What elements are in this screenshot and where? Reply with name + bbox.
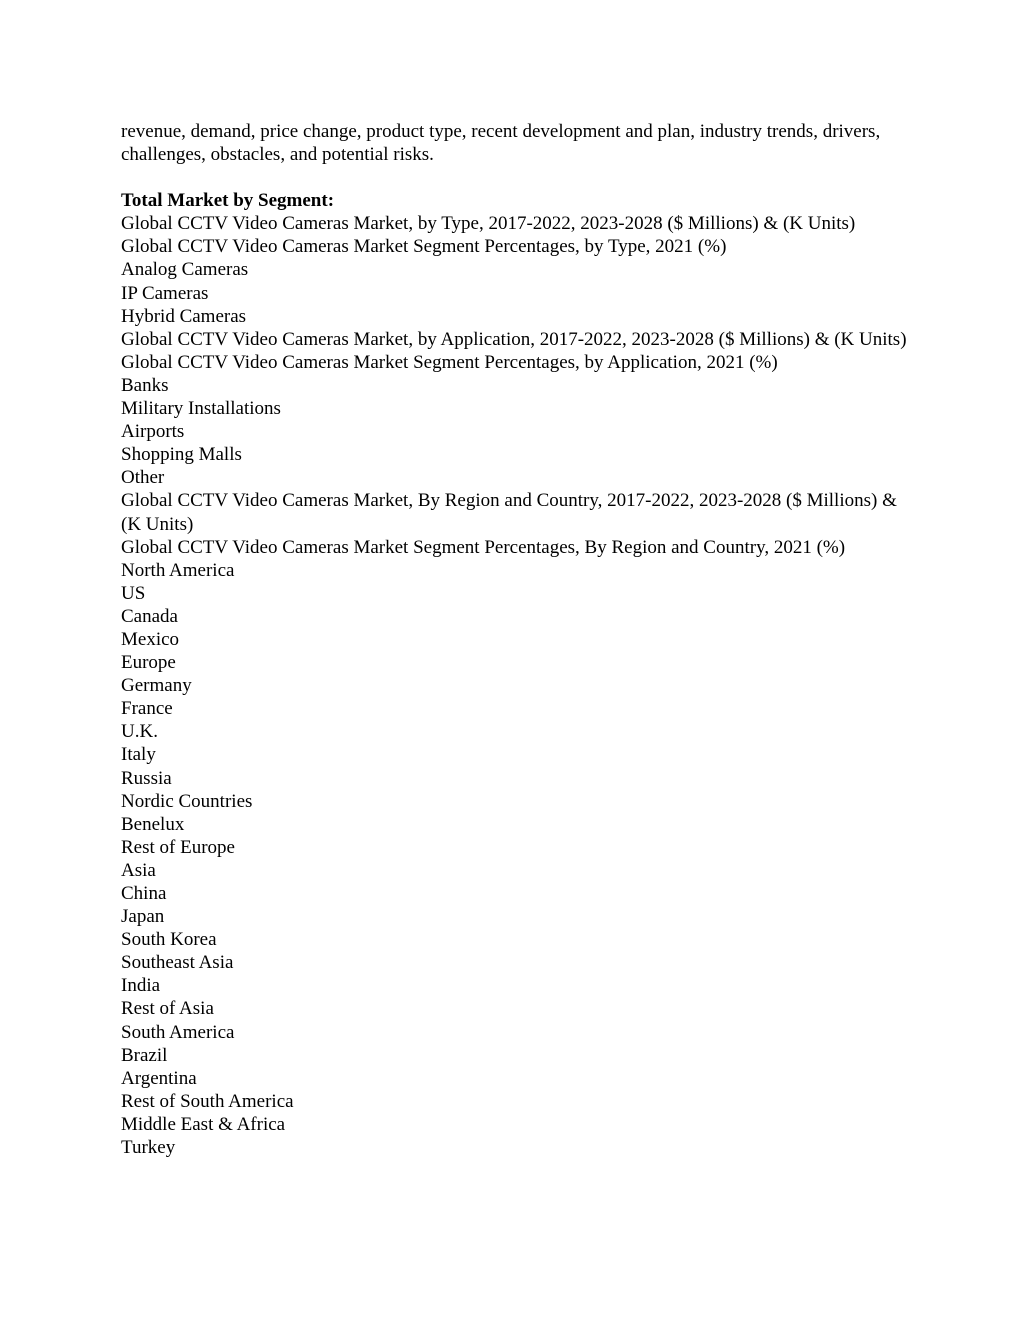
segment-line: Turkey <box>121 1137 176 1159</box>
segment-line: Global CCTV Video Cameras Market Segment Percentages, by Application, 2021 (%) <box>121 351 778 373</box>
segment-line: North America <box>121 559 235 581</box>
segment-line: Nordic Countries <box>121 790 253 812</box>
segment-line: Global CCTV Video Cameras Market, By Region and Country, 2017-2022, 2023-2028 ($ Millions) & (K Units) <box>121 490 897 535</box>
segment-line: US <box>121 582 146 604</box>
segment-line: Rest of Europe <box>121 836 235 858</box>
segment-line: Middle East & Africa <box>121 1113 286 1135</box>
segment-line: Brazil <box>121 1044 168 1066</box>
segment-line: Rest of South America <box>121 1090 294 1112</box>
segment-line: China <box>121 883 167 904</box>
segment-line: U.K. <box>121 721 158 743</box>
segment-line: Airports <box>121 421 185 443</box>
segment-list <box>121 212 911 1159</box>
section-heading: Total Market by Segment: <box>121 190 335 212</box>
segment-line: Military Installations <box>121 398 281 420</box>
segment-line: Shopping Malls <box>121 444 242 466</box>
segment-line: Southeast Asia <box>121 952 234 974</box>
segment-line: Global CCTV Video Cameras Market Segment Percentages, By Region and Country, 2021 (%) <box>121 536 846 558</box>
segment-line: Europe <box>121 652 176 674</box>
segment-line: Argentina <box>121 1067 197 1089</box>
segment-line: Italy <box>121 744 156 766</box>
segment-line: Asia <box>121 859 156 881</box>
segment-line: Global CCTV Video Cameras Market, by Application, 2017-2022, 2023-2028 ($ Millions) & (K Units) <box>121 328 907 350</box>
segment-line: Japan <box>121 906 165 928</box>
segment-line: Other <box>121 467 165 489</box>
segment-line: France <box>121 698 173 720</box>
segment-line: Benelux <box>121 813 185 835</box>
segment-line: South America <box>121 1021 235 1043</box>
document-page <box>121 120 911 1159</box>
segment-line: Analog Cameras <box>121 259 249 281</box>
segment-line: Hybrid Cameras <box>121 305 247 327</box>
segment-line: IP Cameras <box>121 282 209 304</box>
segment-line: Russia <box>121 767 172 789</box>
segment-line: Global CCTV Video Cameras Market Segment Percentages, by Type, 2021 (%) <box>121 236 727 258</box>
intro-paragraph: revenue, demand, price change, product type, recent development and plan, industry trends, drivers, challenges, obstacles, and potential risks. <box>121 121 881 166</box>
segment-line: South Korea <box>121 929 217 951</box>
segment-line: Global CCTV Video Cameras Market, by Type, 2017-2022, 2023-2028 ($ Millions) & (K Units) <box>121 213 856 235</box>
paragraph-spacer <box>121 166 911 189</box>
segment-line: Canada <box>121 605 178 627</box>
segment-line: Germany <box>121 675 192 697</box>
segment-line: India <box>121 975 161 997</box>
segment-line: Banks <box>121 374 169 396</box>
segment-line: Rest of Asia <box>121 998 214 1020</box>
segment-line: Mexico <box>121 628 180 650</box>
